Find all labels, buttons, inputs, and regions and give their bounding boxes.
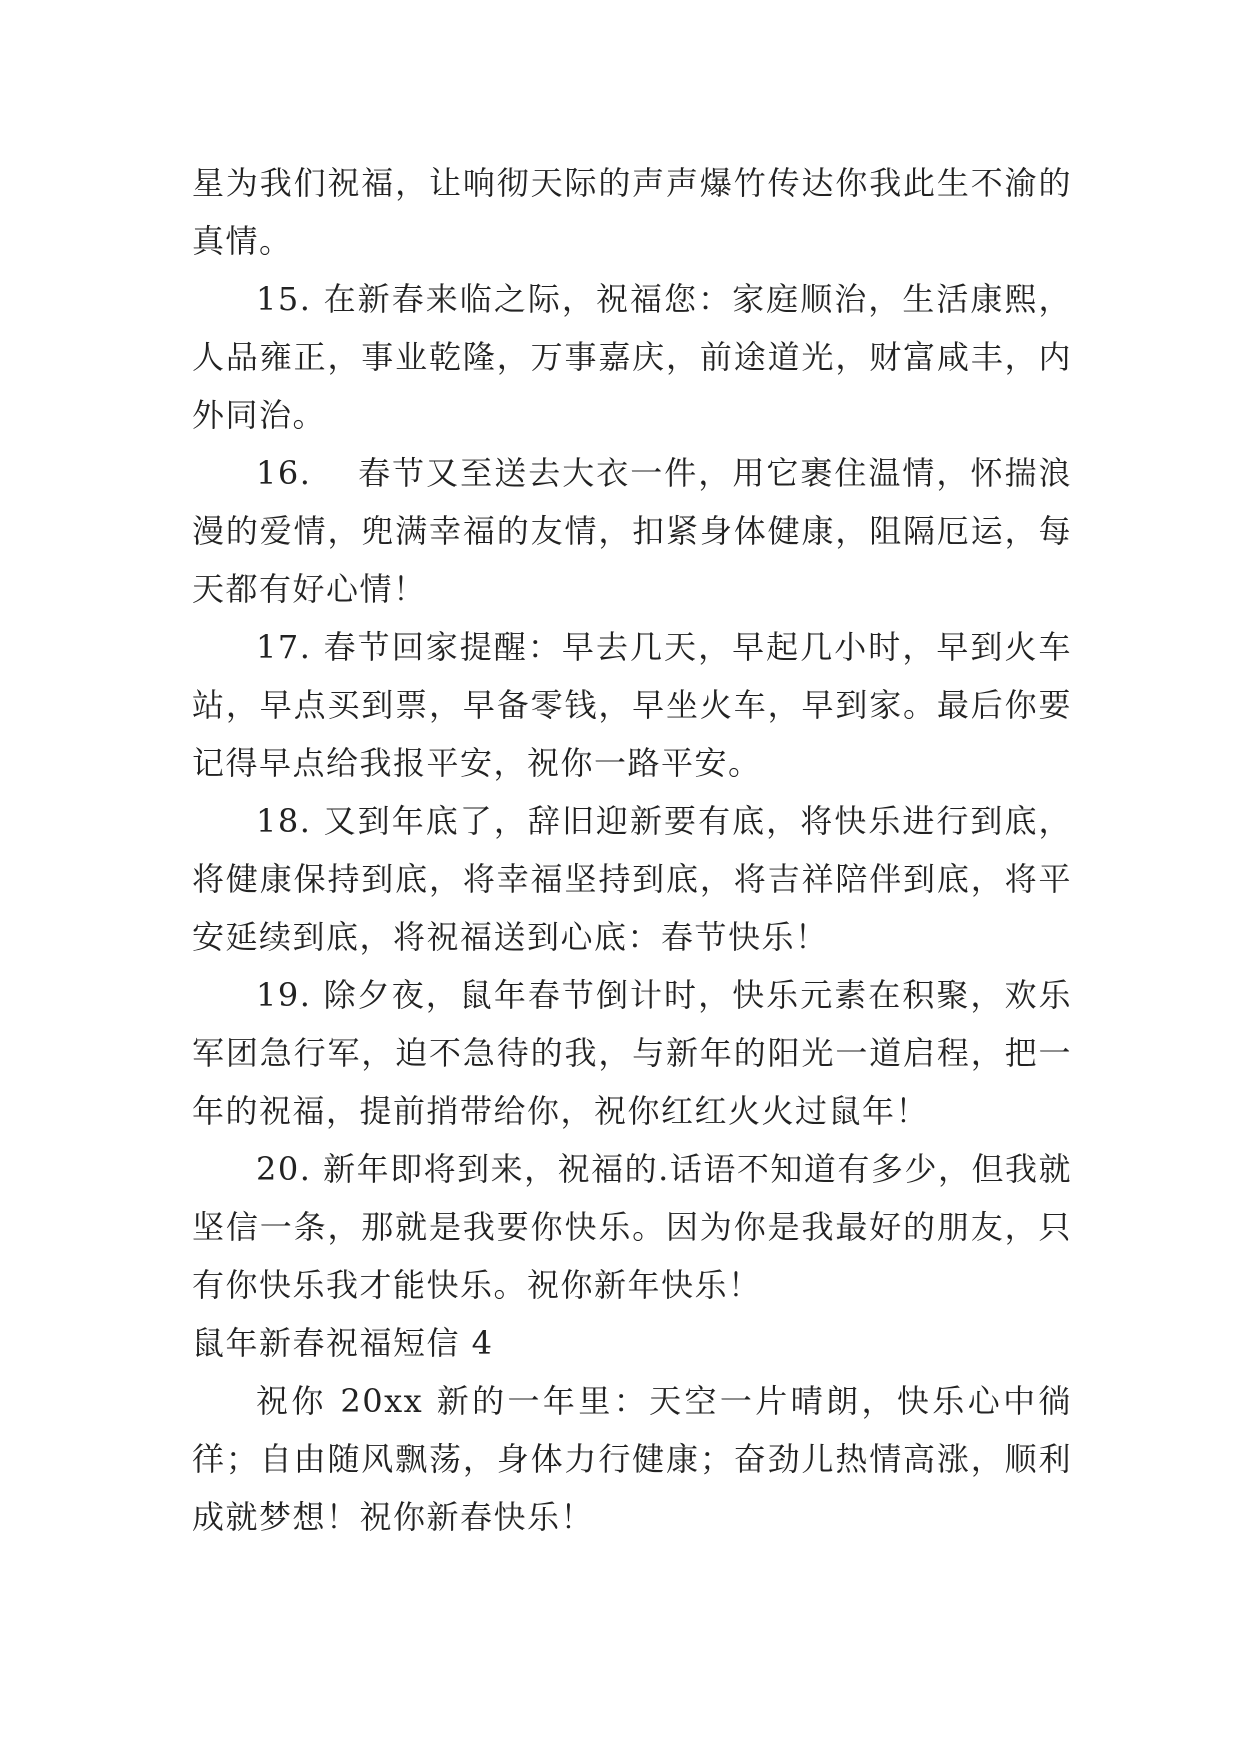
paragraph-item-15: 15. 在新春来临之际，祝福您：家庭顺治，生活康熙，人品雍正，事业乾隆，万事嘉庆，前途道光，财富咸丰，内外同治。 bbox=[192, 280, 1072, 434]
paragraph-item-20: 20. 新年即将到来，祝福的.话语不知道有多少，但我就坚信一条，那就是我要你快乐。因为你是我最好的朋友，只有你快乐我才能快乐。祝你新年快乐！ bbox=[192, 1150, 1072, 1304]
paragraph-item-19: 19. 除夕夜，鼠年春节倒计时，快乐元素在积聚，欢乐军团急行军，迫不急待的我，与新年的阳光一道启程，把一年的祝福，提前捎带给你，祝你红红火火过鼠年！ bbox=[192, 976, 1072, 1130]
section-heading: 鼠年新春祝福短信 4 bbox=[192, 1324, 494, 1362]
document-body bbox=[192, 154, 1072, 1546]
paragraph-item-17: 17. 春节回家提醒：早去几天，早起几小时，早到火车站，早点买到票，早备零钱，早坐火车，早到家。最后你要记得早点给我报平安，祝你一路平安。 bbox=[192, 628, 1072, 782]
paragraph-continuation: 星为我们祝福，让响彻天际的声声爆竹传达你我此生不渝的真情。 bbox=[192, 164, 1072, 260]
paragraph-closing: 祝你 20xx 新的一年里：天空一片晴朗，快乐心中徜徉；自由随风飘荡，身体力行健康；奋劲儿热情高涨，顺利成就梦想！祝你新春快乐！ bbox=[192, 1382, 1072, 1536]
paragraph-item-18: 18. 又到年底了，辞旧迎新要有底，将快乐进行到底，将健康保持到底，将幸福坚持到底，将吉祥陪伴到底，将平安延续到底，将祝福送到心底：春节快乐！ bbox=[192, 802, 1072, 956]
paragraph-item-16: 16. 春节又至送去大衣一件，用它裹住温情，怀揣浪漫的爱情，兜满幸福的友情，扣紧身体健康，阻隔厄运，每天都有好心情！ bbox=[192, 454, 1072, 608]
